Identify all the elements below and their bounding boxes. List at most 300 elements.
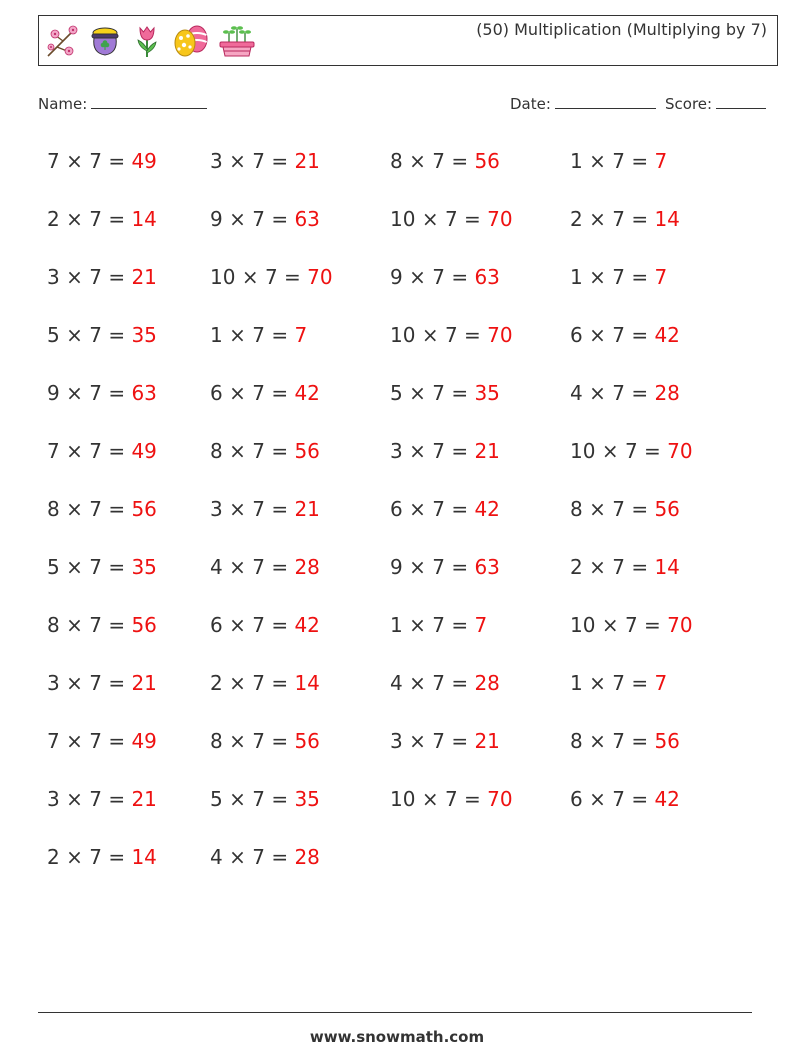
problem-answer: 49: [131, 439, 157, 463]
problem-answer: 21: [131, 787, 157, 811]
problem-factor-b: 7: [432, 381, 445, 405]
problem-answer: 21: [474, 729, 500, 753]
problem-item: [210, 207, 320, 231]
score-field[interactable]: [665, 93, 766, 113]
equals-sign: =: [464, 323, 481, 347]
equals-sign: =: [631, 323, 649, 347]
equals-sign: =: [631, 381, 649, 405]
times-sign: ×: [229, 497, 246, 521]
footer-url: www.snowmath.com: [309, 1028, 485, 1046]
problem-factor-b: 7: [89, 555, 102, 579]
problem-item: [47, 555, 157, 579]
problem-factor-a: 5: [47, 323, 60, 347]
problem-factor-b: 7: [624, 439, 638, 463]
problem-answer: 70: [487, 207, 513, 231]
easter-eggs-icon: [171, 23, 211, 59]
problem-factor-b: 7: [252, 323, 265, 347]
problem-factor-a: 10: [570, 439, 596, 463]
problem-factor-a: 4: [570, 381, 583, 405]
times-sign: ×: [589, 497, 606, 521]
problem-factor-b: 7: [612, 149, 625, 173]
problem-item: [47, 439, 157, 463]
problem-factor-b: 7: [89, 729, 102, 753]
equals-sign: =: [108, 265, 126, 289]
problem-answer: 56: [294, 439, 320, 463]
equals-sign: =: [464, 207, 481, 231]
times-sign: ×: [241, 265, 259, 289]
times-sign: ×: [66, 845, 83, 869]
problem-item: [570, 497, 680, 521]
problem-answer: 7: [474, 613, 488, 637]
problem-answer: 21: [131, 265, 157, 289]
problem-item: [47, 381, 157, 405]
problem-answer: 14: [294, 671, 320, 695]
equals-sign: =: [451, 671, 469, 695]
problem-answer: 28: [654, 381, 680, 405]
problem-item: [570, 323, 680, 347]
problem-factor-a: 8: [570, 497, 583, 521]
problem-factor-a: 1: [570, 265, 583, 289]
problem-factor-a: 6: [210, 381, 223, 405]
problem-factor-a: 2: [210, 671, 223, 695]
equals-sign: =: [271, 787, 289, 811]
equals-sign: =: [451, 613, 469, 637]
equals-sign: =: [451, 555, 469, 579]
equals-sign: =: [631, 497, 649, 521]
problem-factor-b: 7: [252, 149, 265, 173]
times-sign: ×: [409, 729, 426, 753]
problem-factor-a: 9: [47, 381, 60, 405]
problem-factor-b: 7: [89, 207, 102, 231]
problem-item: [390, 207, 513, 231]
equals-sign: =: [631, 787, 649, 811]
problem-factor-b: 7: [612, 207, 625, 231]
problem-item: [210, 613, 320, 637]
problem-factor-a: 8: [210, 729, 223, 753]
problem-factor-a: 1: [390, 613, 403, 637]
problem-factor-b: 7: [612, 497, 625, 521]
problem-answer: 28: [294, 845, 320, 869]
problem-item: [210, 381, 320, 405]
name-blank-line[interactable]: [91, 93, 207, 109]
times-sign: ×: [66, 323, 83, 347]
problem-factor-a: 6: [570, 323, 583, 347]
problem-item: [47, 787, 157, 811]
equals-sign: =: [271, 671, 289, 695]
problem-factor-b: 7: [252, 497, 265, 521]
equals-sign: =: [271, 381, 289, 405]
problem-item: [390, 613, 487, 637]
problem-factor-a: 10: [210, 265, 236, 289]
times-sign: ×: [409, 265, 426, 289]
times-sign: ×: [229, 729, 246, 753]
problem-factor-a: 4: [210, 555, 223, 579]
equals-sign: =: [631, 265, 649, 289]
times-sign: ×: [229, 439, 246, 463]
problem-factor-a: 3: [210, 149, 223, 173]
problem-answer: 63: [131, 381, 157, 405]
times-sign: ×: [421, 323, 439, 347]
problem-answer: 21: [131, 671, 157, 695]
equals-sign: =: [108, 497, 126, 521]
problem-factor-b: 7: [252, 381, 265, 405]
problem-answer: 70: [667, 439, 693, 463]
equals-sign: =: [451, 265, 469, 289]
problem-item: [570, 555, 680, 579]
equals-sign: =: [108, 207, 126, 231]
problem-factor-a: 2: [570, 207, 583, 231]
times-sign: ×: [409, 439, 426, 463]
equals-sign: =: [108, 323, 126, 347]
problem-answer: 14: [131, 207, 157, 231]
problem-factor-b: 7: [612, 323, 625, 347]
times-sign: ×: [229, 149, 246, 173]
problem-item: [390, 729, 500, 753]
problem-factor-b: 7: [432, 729, 445, 753]
problem-factor-b: 7: [252, 845, 265, 869]
equals-sign: =: [271, 439, 289, 463]
problem-item: [390, 439, 500, 463]
times-sign: ×: [409, 497, 426, 521]
times-sign: ×: [601, 613, 619, 637]
problem-factor-a: 8: [47, 497, 60, 521]
equals-sign: =: [108, 671, 126, 695]
problem-factor-b: 7: [612, 729, 625, 753]
equals-sign: =: [108, 845, 126, 869]
worksheet-header: [38, 15, 778, 66]
problem-factor-a: 6: [210, 613, 223, 637]
equals-sign: =: [284, 265, 301, 289]
equals-sign: =: [271, 323, 289, 347]
problem-answer: 14: [654, 555, 680, 579]
times-sign: ×: [66, 381, 83, 405]
problem-factor-b: 7: [89, 613, 102, 637]
problem-factor-a: 10: [570, 613, 596, 637]
problem-factor-a: 9: [210, 207, 223, 231]
equals-sign: =: [271, 845, 289, 869]
problem-factor-b: 7: [89, 439, 102, 463]
times-sign: ×: [409, 613, 426, 637]
problem-factor-a: 3: [390, 729, 403, 753]
problem-answer: 14: [654, 207, 680, 231]
times-sign: ×: [66, 729, 83, 753]
problem-factor-b: 7: [612, 381, 625, 405]
times-sign: ×: [229, 555, 246, 579]
equals-sign: =: [644, 439, 661, 463]
times-sign: ×: [229, 613, 246, 637]
equals-sign: =: [631, 555, 649, 579]
problem-factor-b: 7: [89, 265, 102, 289]
problem-factor-a: 3: [47, 265, 60, 289]
problem-item: [390, 555, 500, 579]
problem-answer: 35: [131, 323, 157, 347]
problem-item: [210, 323, 307, 347]
problem-answer: 56: [294, 729, 320, 753]
equals-sign: =: [631, 149, 649, 173]
equals-sign: =: [451, 439, 469, 463]
problem-item: [570, 439, 693, 463]
problem-answer: 21: [294, 149, 320, 173]
problem-answer: 42: [654, 787, 680, 811]
problem-item: [47, 265, 157, 289]
problem-item: [570, 207, 680, 231]
problem-factor-b: 7: [264, 265, 278, 289]
times-sign: ×: [421, 787, 439, 811]
problem-answer: 49: [131, 729, 157, 753]
problem-item: [210, 497, 320, 521]
equals-sign: =: [271, 207, 289, 231]
problem-item: [210, 845, 320, 869]
times-sign: ×: [229, 671, 246, 695]
times-sign: ×: [66, 439, 83, 463]
equals-sign: =: [451, 149, 469, 173]
problem-item: [210, 555, 320, 579]
problem-factor-b: 7: [89, 671, 102, 695]
problem-answer: 7: [294, 323, 308, 347]
times-sign: ×: [589, 729, 606, 753]
problem-factor-b: 7: [252, 613, 265, 637]
problem-factor-b: 7: [432, 149, 445, 173]
equals-sign: =: [631, 207, 649, 231]
problem-answer: 63: [474, 265, 500, 289]
name-field[interactable]: [38, 93, 207, 113]
times-sign: ×: [589, 265, 606, 289]
score-blank-line[interactable]: [716, 93, 766, 109]
problem-answer: 7: [654, 671, 668, 695]
problem-item: [570, 381, 680, 405]
problem-factor-a: 10: [390, 207, 416, 231]
problem-factor-a: 10: [390, 323, 416, 347]
times-sign: ×: [589, 381, 606, 405]
problem-factor-b: 7: [252, 555, 265, 579]
date-blank-line[interactable]: [555, 93, 656, 109]
problem-answer: 35: [474, 381, 500, 405]
problem-factor-a: 9: [390, 555, 403, 579]
problem-factor-a: 3: [47, 671, 60, 695]
problem-factor-b: 7: [252, 439, 265, 463]
times-sign: ×: [409, 381, 426, 405]
times-sign: ×: [589, 207, 606, 231]
name-label: Name:: [38, 95, 88, 113]
times-sign: ×: [589, 555, 606, 579]
problem-answer: 70: [667, 613, 693, 637]
times-sign: ×: [229, 845, 246, 869]
problem-factor-a: 8: [47, 613, 60, 637]
worksheet-title: (50) Multiplication (Multiplying by 7): [476, 20, 767, 39]
problem-item: [390, 671, 500, 695]
problem-answer: 63: [294, 207, 320, 231]
times-sign: ×: [589, 671, 606, 695]
problem-factor-b: 7: [432, 265, 445, 289]
problem-answer: 35: [294, 787, 320, 811]
equals-sign: =: [271, 729, 289, 753]
problem-answer: 56: [474, 149, 500, 173]
score-label: Score:: [665, 95, 713, 113]
problem-factor-a: 4: [390, 671, 403, 695]
problem-factor-a: 8: [210, 439, 223, 463]
equals-sign: =: [451, 381, 469, 405]
problem-item: [210, 671, 320, 695]
times-sign: ×: [66, 265, 83, 289]
problem-item: [47, 149, 157, 173]
problem-answer: 28: [294, 555, 320, 579]
equals-sign: =: [451, 497, 469, 521]
problem-factor-b: 7: [252, 787, 265, 811]
problem-answer: 70: [307, 265, 333, 289]
problem-item: [570, 265, 667, 289]
date-label: Date:: [510, 95, 551, 113]
times-sign: ×: [66, 787, 83, 811]
footer-divider: [38, 1012, 752, 1013]
equals-sign: =: [271, 149, 289, 173]
problem-answer: 42: [654, 323, 680, 347]
problem-factor-b: 7: [444, 787, 458, 811]
problem-item: [210, 729, 320, 753]
problem-item: [210, 265, 333, 289]
equals-sign: =: [464, 787, 481, 811]
problem-item: [47, 497, 157, 521]
problem-factor-a: 6: [570, 787, 583, 811]
problem-answer: 7: [654, 265, 668, 289]
times-sign: ×: [66, 497, 83, 521]
date-field[interactable]: [510, 93, 656, 113]
problem-factor-a: 7: [47, 149, 60, 173]
pot-of-gold-icon: [87, 23, 123, 59]
equals-sign: =: [271, 613, 289, 637]
problem-item: [390, 787, 513, 811]
problem-answer: 28: [474, 671, 500, 695]
times-sign: ×: [229, 787, 246, 811]
tulip-icon: [129, 23, 165, 59]
problem-factor-b: 7: [612, 671, 625, 695]
problem-answer: 70: [487, 787, 513, 811]
problem-factor-a: 3: [210, 497, 223, 521]
problem-factor-a: 9: [390, 265, 403, 289]
problem-item: [47, 845, 157, 869]
times-sign: ×: [66, 207, 83, 231]
problem-item: [47, 671, 157, 695]
problem-answer: 35: [131, 555, 157, 579]
problem-factor-b: 7: [612, 265, 625, 289]
problem-answer: 42: [294, 381, 320, 405]
problem-factor-a: 10: [390, 787, 416, 811]
times-sign: ×: [229, 323, 246, 347]
problem-item: [570, 729, 680, 753]
problem-factor-a: 1: [210, 323, 223, 347]
problem-factor-b: 7: [89, 381, 102, 405]
times-sign: ×: [409, 555, 426, 579]
problem-factor-b: 7: [432, 439, 445, 463]
times-sign: ×: [66, 671, 83, 695]
times-sign: ×: [66, 149, 83, 173]
problem-factor-b: 7: [612, 787, 625, 811]
problem-factor-b: 7: [252, 207, 265, 231]
problem-factor-a: 5: [390, 381, 403, 405]
times-sign: ×: [409, 149, 426, 173]
problem-item: [570, 613, 693, 637]
problem-factor-a: 2: [47, 207, 60, 231]
problem-answer: 7: [654, 149, 668, 173]
times-sign: ×: [589, 149, 606, 173]
problem-item: [47, 613, 157, 637]
problem-item: [390, 149, 500, 173]
problem-factor-a: 3: [390, 439, 403, 463]
problem-factor-b: 7: [444, 323, 458, 347]
problem-factor-b: 7: [89, 845, 102, 869]
problem-item: [570, 149, 667, 173]
equals-sign: =: [644, 613, 661, 637]
problem-item: [47, 207, 157, 231]
problem-factor-b: 7: [432, 613, 445, 637]
problem-factor-a: 4: [210, 845, 223, 869]
equals-sign: =: [108, 439, 126, 463]
problem-factor-b: 7: [252, 671, 265, 695]
problem-factor-b: 7: [252, 729, 265, 753]
problem-answer: 49: [131, 149, 157, 173]
problem-answer: 56: [131, 613, 157, 637]
problem-factor-b: 7: [89, 787, 102, 811]
times-sign: ×: [66, 613, 83, 637]
problem-item: [390, 265, 500, 289]
problem-factor-a: 5: [47, 555, 60, 579]
equals-sign: =: [108, 613, 126, 637]
problem-answer: 70: [487, 323, 513, 347]
problem-answer: 42: [294, 613, 320, 637]
equals-sign: =: [108, 149, 126, 173]
equals-sign: =: [108, 381, 126, 405]
equals-sign: =: [271, 497, 289, 521]
problem-factor-b: 7: [89, 323, 102, 347]
problem-answer: 21: [294, 497, 320, 521]
problem-answer: 56: [654, 497, 680, 521]
problem-factor-a: 3: [47, 787, 60, 811]
problem-factor-b: 7: [432, 555, 445, 579]
problem-item: [570, 787, 680, 811]
times-sign: ×: [601, 439, 619, 463]
problem-factor-b: 7: [612, 555, 625, 579]
problem-factor-a: 7: [47, 439, 60, 463]
problem-factor-b: 7: [432, 671, 445, 695]
problem-answer: 21: [474, 439, 500, 463]
times-sign: ×: [409, 671, 426, 695]
equals-sign: =: [108, 729, 126, 753]
problem-item: [390, 381, 500, 405]
times-sign: ×: [229, 207, 246, 231]
times-sign: ×: [589, 323, 606, 347]
problem-answer: 42: [474, 497, 500, 521]
equals-sign: =: [451, 729, 469, 753]
problem-factor-a: 8: [390, 149, 403, 173]
times-sign: ×: [421, 207, 439, 231]
problem-item: [210, 787, 320, 811]
times-sign: ×: [589, 787, 606, 811]
problem-item: [47, 729, 157, 753]
problem-factor-a: 8: [570, 729, 583, 753]
problem-item: [390, 497, 500, 521]
problem-factor-b: 7: [89, 497, 102, 521]
problem-item: [570, 671, 667, 695]
problem-item: [210, 439, 320, 463]
problem-factor-b: 7: [444, 207, 458, 231]
times-sign: ×: [66, 555, 83, 579]
problem-item: [47, 323, 157, 347]
problem-factor-a: 6: [390, 497, 403, 521]
flower-branch-icon: [45, 23, 81, 59]
problem-item: [210, 149, 320, 173]
problem-factor-a: 5: [210, 787, 223, 811]
problem-factor-a: 1: [570, 671, 583, 695]
problem-factor-b: 7: [432, 497, 445, 521]
